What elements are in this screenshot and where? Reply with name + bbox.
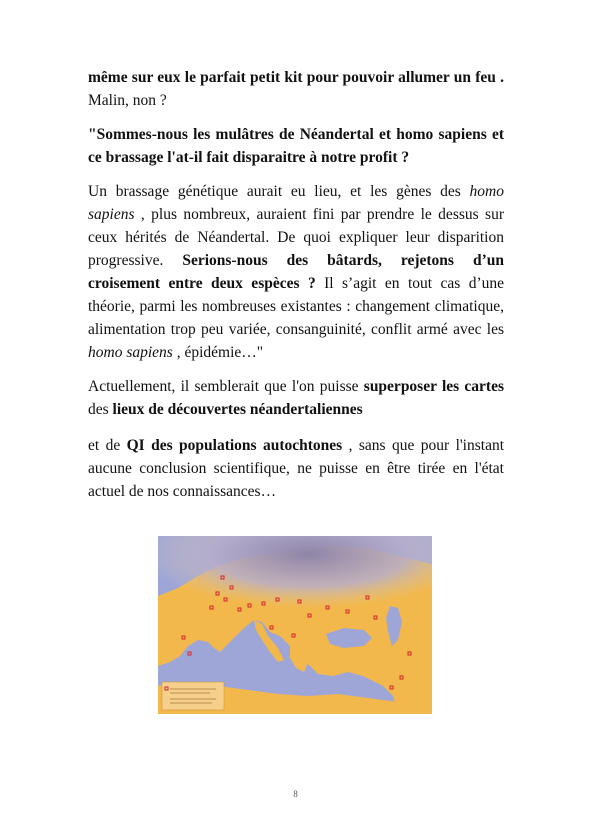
p4-text-2: des	[88, 401, 113, 418]
p3-bold-1: Serions-nous des bâtards, rejetons d’un croisement entre deux espèces ?	[88, 252, 504, 292]
map-ice-sheet	[158, 536, 432, 626]
paragraph-2-quote-heading: "Sommes-nous les mulâtres de Néandertal et homo sapiens et ce brassage l'at-il fait disparaitre à notre profit ?	[88, 126, 504, 166]
p3-text-1: Un brassage génétique aurait eu lieu, et les gènes des	[88, 183, 470, 200]
p4-text-1: Actuellement, il semblerait que l'on puisse	[88, 378, 364, 395]
neanderthal-sites-map	[158, 536, 432, 714]
p3-italic-2: homo sapiens	[88, 344, 173, 361]
page-number: 8	[293, 789, 298, 799]
paragraph-4	[88, 375, 504, 421]
p1-text: Malin, non ?	[88, 92, 167, 109]
p4-bold-2: lieux de découvertes néandertaliennes	[112, 401, 363, 418]
document-body	[88, 66, 504, 517]
p3-text-4: , épidémie…"	[172, 344, 264, 361]
p1-bold: même sur eux le parfait petit kit pour pouvoir allumer un feu .	[88, 69, 504, 86]
p3-text-3: Il s’agit en tout cas d’une théorie, parmi les nombreuses existantes : changement climatique, alimentation trop peu variée, consanguinité, conflit armé avec les	[88, 275, 504, 338]
p4-bold-1: superposer les cartes	[363, 378, 504, 395]
p3-italic-1: homo sapiens	[88, 183, 504, 223]
p3-text-2: , plus nombreux, auraient fini par prendre le dessus sur ceux hérités de Néandertal. De quoi expliquer leur disparition progressive.	[88, 206, 504, 269]
p5-text-2: , sans que pour l'instant aucune conclusion scientifique, ne puisse en être tirée en l'état actuel de nos connaissances…	[88, 437, 505, 500]
paragraph-5	[88, 434, 504, 503]
p5-text-1: et de	[88, 437, 127, 454]
paragraph-1	[88, 66, 504, 112]
paragraph-3	[88, 180, 504, 364]
map-image	[158, 536, 432, 714]
p5-bold-1: QI des populations autochtones	[126, 437, 343, 454]
map-legend-box	[162, 682, 224, 710]
